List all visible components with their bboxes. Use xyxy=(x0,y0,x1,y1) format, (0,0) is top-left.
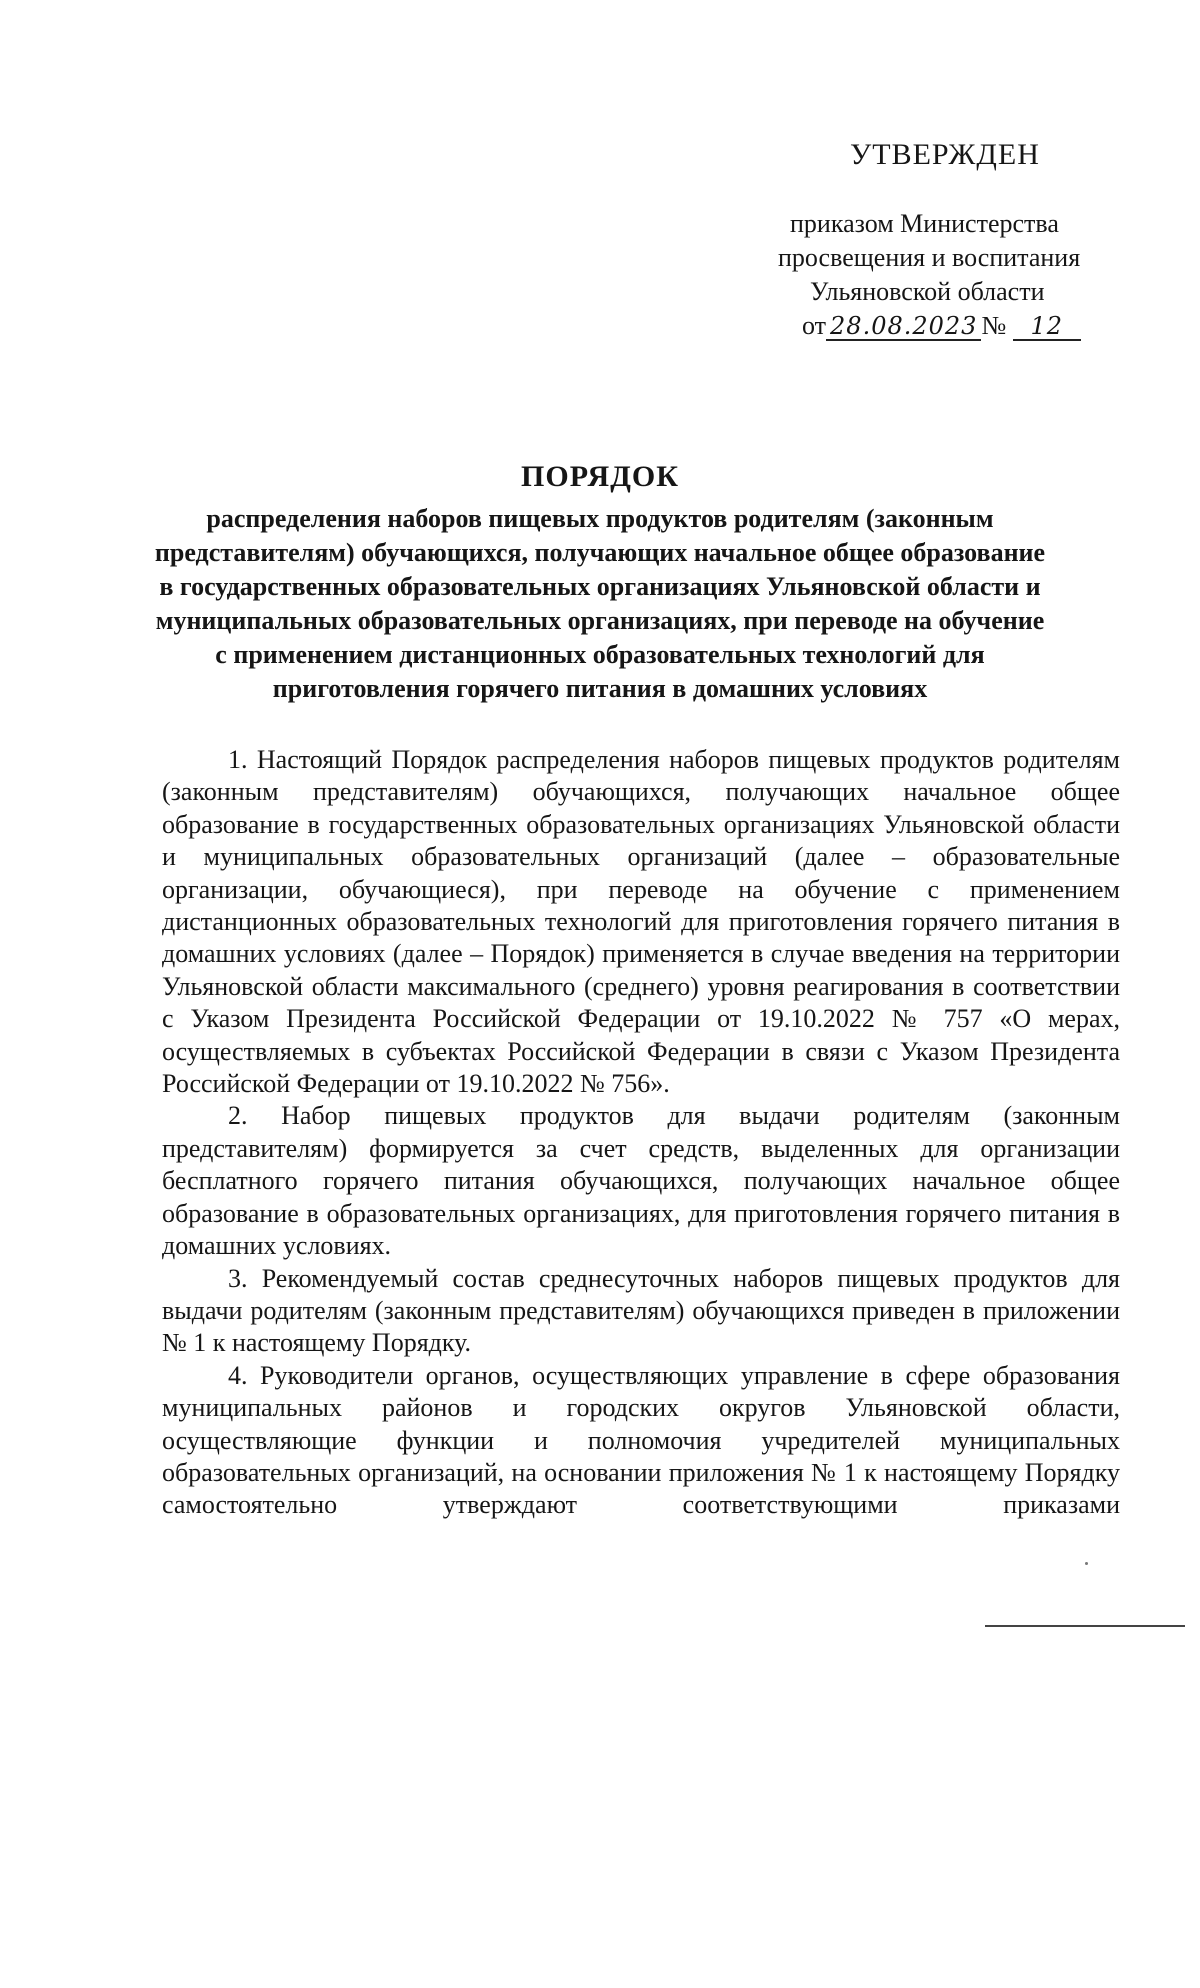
footnote-line xyxy=(985,1625,1185,1627)
approval-title: УТВЕРЖДЕН xyxy=(850,138,1040,171)
handwritten-date: 28.08.2023 xyxy=(826,313,981,341)
handwritten-number: 12 xyxy=(1013,313,1081,341)
document-title: ПОРЯДОК xyxy=(521,460,679,493)
paragraph-1: 1. Настоящий Порядок распределения наборов пищевых продуктов родителям (законным представителям) обучающихся, получающих начальное общее образование в государственных образовательных организациях Ульяновской области и муниципальных образовательных организаций (далее – образовательные организации, обучающиеся), при переводе на обучение с применением дистанционных образовательных технологий для приготовления горячего питания в домашних условиях (далее – Порядок) применяется в случае введения на территории Ульяновской области максимального (среднего) уровня реагирования в соответствии с Указом Президента Российской Федерации от 19.10.2022 № 757 «О мерах, осуществляемых в субъектах Российской Федерации в связи с Указом Президента Российской Федерации от 19.10.2022 № 756». xyxy=(162,745,1120,1099)
approval-line-1: приказом Министерства xyxy=(790,209,1059,238)
from-label: от xyxy=(802,311,827,340)
paragraph-4: 4. Руководители органов, осуществляющих управление в сфере образования муниципальных районов и городских округов Ульяновской области, осуществляющие функции и полномочия учредителей муниципальных образовательных организаций, на основании приложения № 1 к настоящему Порядку самостоятельно утверждают соответствующими приказами xyxy=(162,1360,1120,1520)
approval-date-number xyxy=(802,310,1081,342)
number-label: № xyxy=(981,311,1007,340)
approval-line-2: просвещения и воспитания xyxy=(778,243,1081,272)
paragraph-3: 3. Рекомендуемый состав среднесуточных наборов пищевых продуктов для выдачи родителям (законным представителям) обучающихся приведен в приложении № 1 к настоящему Порядку. xyxy=(162,1263,1120,1358)
document-body xyxy=(162,744,1120,1522)
approval-line-3: Ульяновской области xyxy=(810,277,1045,306)
scan-dot xyxy=(1085,1562,1088,1565)
document-heading xyxy=(150,458,1050,706)
paragraph-2: 2. Набор пищевых продуктов для выдачи родителям (законным представителям) формируется за счет средств, выделенных для организации бесплатного горячего питания обучающихся, получающих начальное общее образование в образовательных организациях, для приготовления горячего питания в домашних условиях. xyxy=(162,1101,1120,1261)
document-subtitle: распределения наборов пищевых продуктов родителям (законным представителям) обучающихся, получающих начальное общее образование в государственных образовательных организациях Ульяновской области и муниципальных образовательных организациях, при переводе на обучение с применением дистанционных образовательных технологий для приготовления горячего питания в домашних условиях xyxy=(154,504,1046,703)
